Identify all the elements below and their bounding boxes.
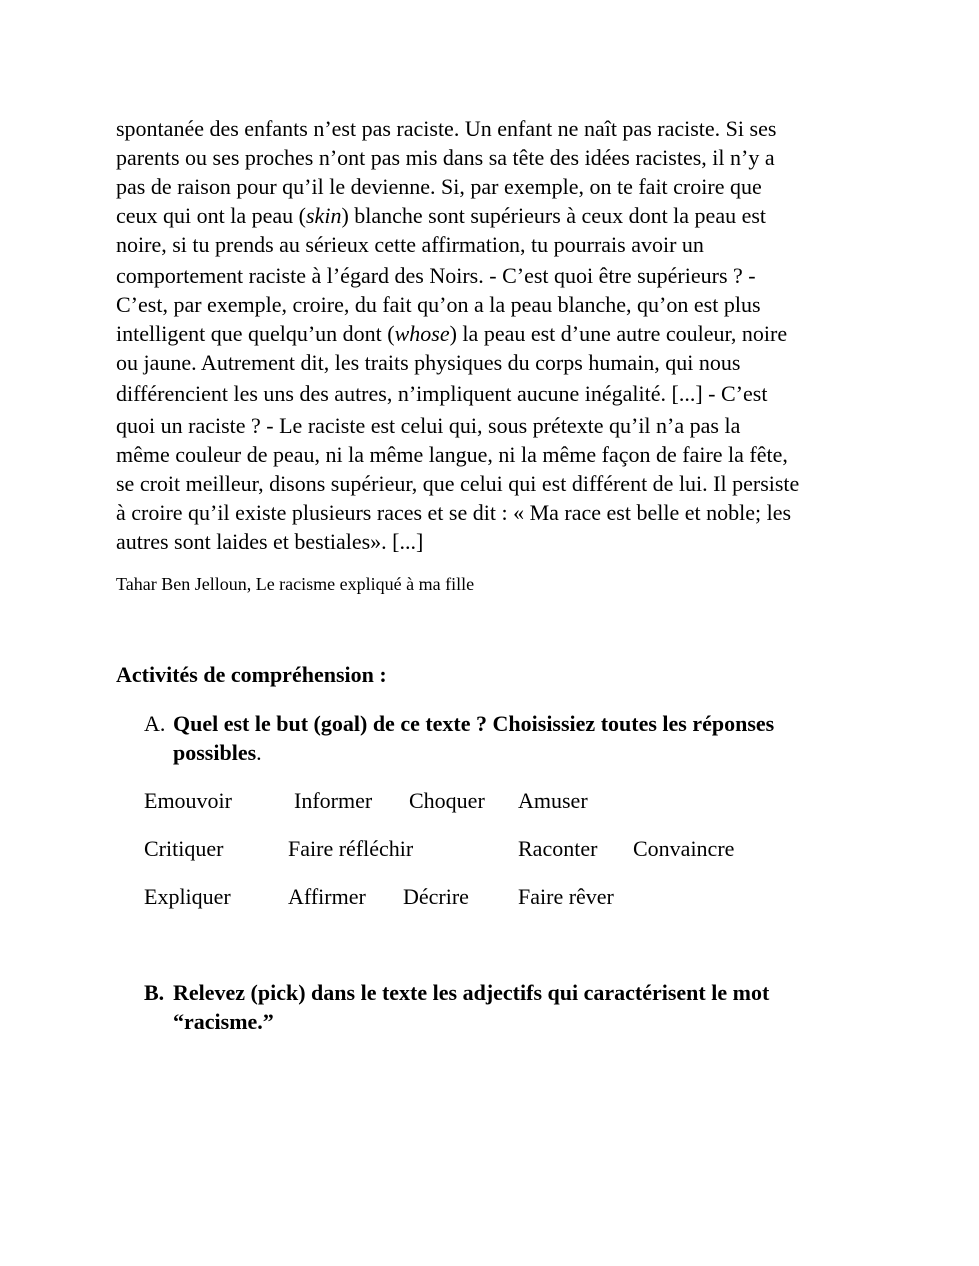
- option-faire-reflechir[interactable]: Faire réfléchir: [288, 836, 414, 861]
- passage-line: intelligent que quelqu’un dont (whose) la peau est d’une autre couleur, noire: [116, 321, 788, 346]
- option-choquer[interactable]: Choquer: [409, 788, 485, 813]
- option-critiquer[interactable]: Critiquer: [144, 836, 224, 861]
- passage-line: même couleur de peau, ni la même langue, ni la même façon de faire la fête,: [116, 442, 788, 467]
- option-faire-rever[interactable]: Faire rêver: [518, 884, 614, 909]
- passage-line: à croire qu’il existe plusieurs races et se dit : « Ma race est belle et noble; les: [116, 500, 792, 525]
- option-emouvoir[interactable]: Emouvoir: [144, 788, 232, 813]
- question-b-letter: B.: [144, 980, 165, 1005]
- question-a-letter: A.: [144, 711, 166, 736]
- passage-line: parents ou ses proches n’ont pas mis dans sa tête des idées racistes, il n’y a: [116, 145, 775, 170]
- passage-line: comportement raciste à l’égard des Noirs. - C’est quoi être supérieurs ? -: [116, 263, 756, 288]
- passage-line: spontanée des enfants n’est pas raciste. Un enfant ne naît pas raciste. Si ses: [116, 116, 777, 141]
- passage-line: noire, si tu prends au sérieux cette affirmation, tu pourrais avoir un: [116, 232, 704, 257]
- passage-line: ou jaune. Autrement dit, les traits physiques du corps humain, qui nous: [116, 350, 741, 375]
- option-amuser[interactable]: Amuser: [518, 788, 588, 813]
- question-b-text: Relevez (pick) dans le texte les adjectifs qui caractérisent le mot: [173, 980, 770, 1005]
- passage-line: ceux qui ont la peau (skin) blanche sont supérieurs à ceux dont la peau est: [116, 203, 767, 228]
- option-raconter[interactable]: Raconter: [518, 836, 598, 861]
- option-decrire[interactable]: Décrire: [403, 884, 469, 909]
- question-b-text-cont: “racisme.”: [173, 1009, 274, 1034]
- option-informer[interactable]: Informer: [294, 788, 373, 813]
- question-a-text-cont: possibles.: [173, 740, 262, 765]
- source-citation: Tahar Ben Jelloun, Le racisme expliqué à ma fille: [116, 574, 475, 594]
- option-affirmer[interactable]: Affirmer: [288, 884, 366, 909]
- gloss-whose: whose: [394, 321, 450, 346]
- option-expliquer[interactable]: Expliquer: [144, 884, 231, 909]
- gloss-skin: skin: [306, 203, 342, 228]
- passage-line: différencient les uns des autres, n’impliquent aucune inégalité. [...] - C’est: [116, 381, 768, 406]
- passage-line: C’est, par exemple, croire, du fait qu’on a la peau blanche, qu’on est plus: [116, 292, 761, 317]
- passage-line: pas de raison pour qu’il le devienne. Si, par exemple, on te fait croire que: [116, 174, 762, 199]
- passage-line: quoi un raciste ? - Le raciste est celui qui, sous prétexte qu’il n’a pas la: [116, 413, 741, 438]
- question-a-text: Quel est le but (goal) de ce texte ? Choisissiez toutes les réponses: [173, 711, 775, 736]
- passage-line: se croit meilleur, disons supérieur, que celui qui est différent de lui. Il persiste: [116, 471, 800, 496]
- passage-line: autres sont laides et bestiales». [...]: [116, 529, 424, 554]
- option-convaincre[interactable]: Convaincre: [633, 836, 735, 861]
- activities-heading: Activités de compréhension :: [116, 662, 387, 687]
